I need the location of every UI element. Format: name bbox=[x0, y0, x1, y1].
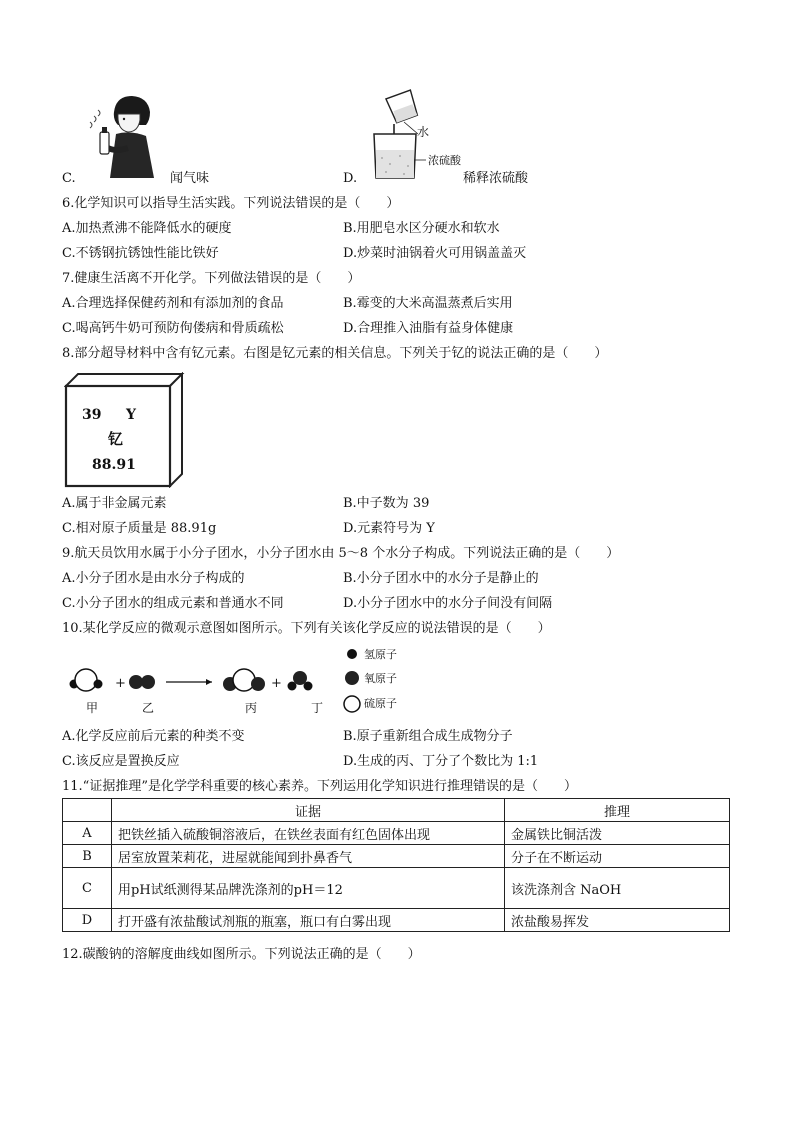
table-header-row bbox=[63, 799, 730, 822]
table-row bbox=[63, 845, 730, 868]
smell-gas-figure bbox=[80, 92, 168, 178]
row-letter: C bbox=[63, 868, 112, 909]
row-evidence: 居室放置茉莉花，进屋就能闻到扑鼻香气 bbox=[112, 845, 505, 868]
q9-option-c: C.小分子团水的组成元素和普通水不同 bbox=[62, 596, 284, 611]
q6-option-a: A.加热煮沸不能降低水的硬度 bbox=[62, 221, 232, 236]
q7-option-a: A.合理选择保健药剂和有添加剂的食品 bbox=[62, 296, 284, 311]
row-inference: 分子在不断运动 bbox=[505, 845, 730, 868]
q6-option-d: D.炒菜时油锅着火可用锅盖盖灭 bbox=[343, 246, 527, 261]
q6-stem: 6.化学知识可以指导生活实践。下列说法错误的是（ ） bbox=[62, 196, 400, 211]
q7-option-d: D.合理推入油脂有益身体健康 bbox=[343, 321, 514, 336]
element-mass: 88.91 bbox=[92, 457, 136, 473]
element-number: 39 bbox=[82, 407, 102, 423]
element-name: 钇 bbox=[108, 430, 124, 448]
row-inference: 该洗涤剂含 NaOH bbox=[505, 868, 730, 909]
q6-option-b: B.用肥皂水区分硬水和软水 bbox=[343, 221, 500, 236]
table-row bbox=[63, 822, 730, 845]
q5-option-c-letter: C. bbox=[62, 171, 76, 186]
q10-option-d: D.生成的丙、丁分了个数比为 1:1 bbox=[343, 754, 539, 769]
reaction-diagram bbox=[62, 644, 382, 716]
q5-option-c-text: 闻气味 bbox=[170, 171, 210, 186]
evidence-table bbox=[62, 798, 730, 932]
q5-water-label: 水 bbox=[417, 125, 430, 139]
q9-stem: 9.航天员饮用水属于小分子团水，小分子团水由 5～8 个水分子构成。下列说法正确的是（ ） bbox=[62, 546, 620, 561]
q6-option-c: C.不锈钢抗锈蚀性能比铁好 bbox=[62, 246, 219, 261]
label-ding: 丁 bbox=[311, 701, 324, 715]
q8-option-b: B.中子数为 39 bbox=[343, 496, 430, 511]
legend-sulfur: 硫原子 bbox=[364, 697, 397, 710]
row-letter: B bbox=[63, 845, 112, 868]
q8-option-a: A.属于非金属元素 bbox=[62, 496, 167, 511]
q8-stem: 8.部分超导材料中含有钇元素。右图是钇元素的相关信息。下列关于钇的说法正确的是（ ） bbox=[62, 346, 608, 361]
table-header-evidence: 证据 bbox=[112, 799, 505, 822]
row-evidence: 用pH试纸测得某品牌洗涤剂的pH＝12 bbox=[112, 868, 505, 909]
q5-option-d-letter: D. bbox=[343, 171, 358, 186]
q10-option-b: B.原子重新组合成生成物分子 bbox=[343, 729, 513, 744]
table-header-inference: 推理 bbox=[505, 799, 730, 822]
element-symbol: Y bbox=[126, 407, 136, 423]
q7-option-b: B.霉变的大米高温蒸煮后实用 bbox=[343, 296, 513, 311]
reaction-plus-1: + bbox=[115, 676, 126, 691]
label-bing: 丙 bbox=[245, 701, 258, 715]
row-evidence: 把铁丝插入硫酸铜溶液后，在铁丝表面有红色固体出现 bbox=[112, 822, 505, 845]
q8-option-c: C.相对原子质量是 88.91g bbox=[62, 521, 217, 536]
table-row bbox=[63, 868, 730, 909]
q10-stem: 10.某化学反应的微观示意图如图所示。下列有关该化学反应的说法错误的是（ ） bbox=[62, 621, 551, 636]
label-jia: 甲 bbox=[86, 701, 99, 715]
label-yi: 乙 bbox=[142, 701, 155, 715]
q9-option-b: B.小分子团水中的水分子是静止的 bbox=[343, 571, 539, 586]
table-header-blank bbox=[63, 799, 112, 822]
row-inference: 金属铁比铜活泼 bbox=[505, 822, 730, 845]
row-evidence: 打开盛有浓盐酸试剂瓶的瓶塞，瓶口有白雾出现 bbox=[112, 909, 505, 932]
q5-acid-label: 浓硫酸 bbox=[428, 154, 461, 167]
row-letter: A bbox=[63, 822, 112, 845]
q7-stem: 7.健康生活离不开化学。下列做法错误的是（ ） bbox=[62, 271, 361, 286]
q5-option-d-text: 稀释浓硫酸 bbox=[463, 171, 529, 186]
legend-oxygen: 氧原子 bbox=[364, 672, 397, 685]
element-card bbox=[64, 372, 186, 488]
legend-hydrogen: 氢原子 bbox=[364, 648, 397, 661]
q9-option-a: A.小分子团水是由水分子构成的 bbox=[62, 571, 245, 586]
row-inference: 浓盐酸易挥发 bbox=[505, 909, 730, 932]
table-row bbox=[63, 909, 730, 932]
q8-option-d: D.元素符号为 Y bbox=[343, 521, 435, 536]
q11-stem: 11.“证据推理”是化学学科重要的核心素养。下列运用化学知识进行推理错误的是（ ） bbox=[62, 779, 577, 794]
reaction-plus-2: + bbox=[271, 676, 282, 691]
q10-option-c: C.该反应是置换反应 bbox=[62, 754, 180, 769]
q12-stem: 12.碳酸钠的溶解度曲线如图所示。下列说法正确的是（ ） bbox=[62, 947, 421, 962]
row-letter: D bbox=[63, 909, 112, 932]
q7-option-c: C.喝高钙牛奶可预防佝偻病和骨质疏松 bbox=[62, 321, 284, 336]
q9-option-d: D.小分子团水中的水分子间没有间隔 bbox=[343, 596, 553, 611]
q10-option-a: A.化学反应前后元素的种类不变 bbox=[62, 729, 245, 744]
